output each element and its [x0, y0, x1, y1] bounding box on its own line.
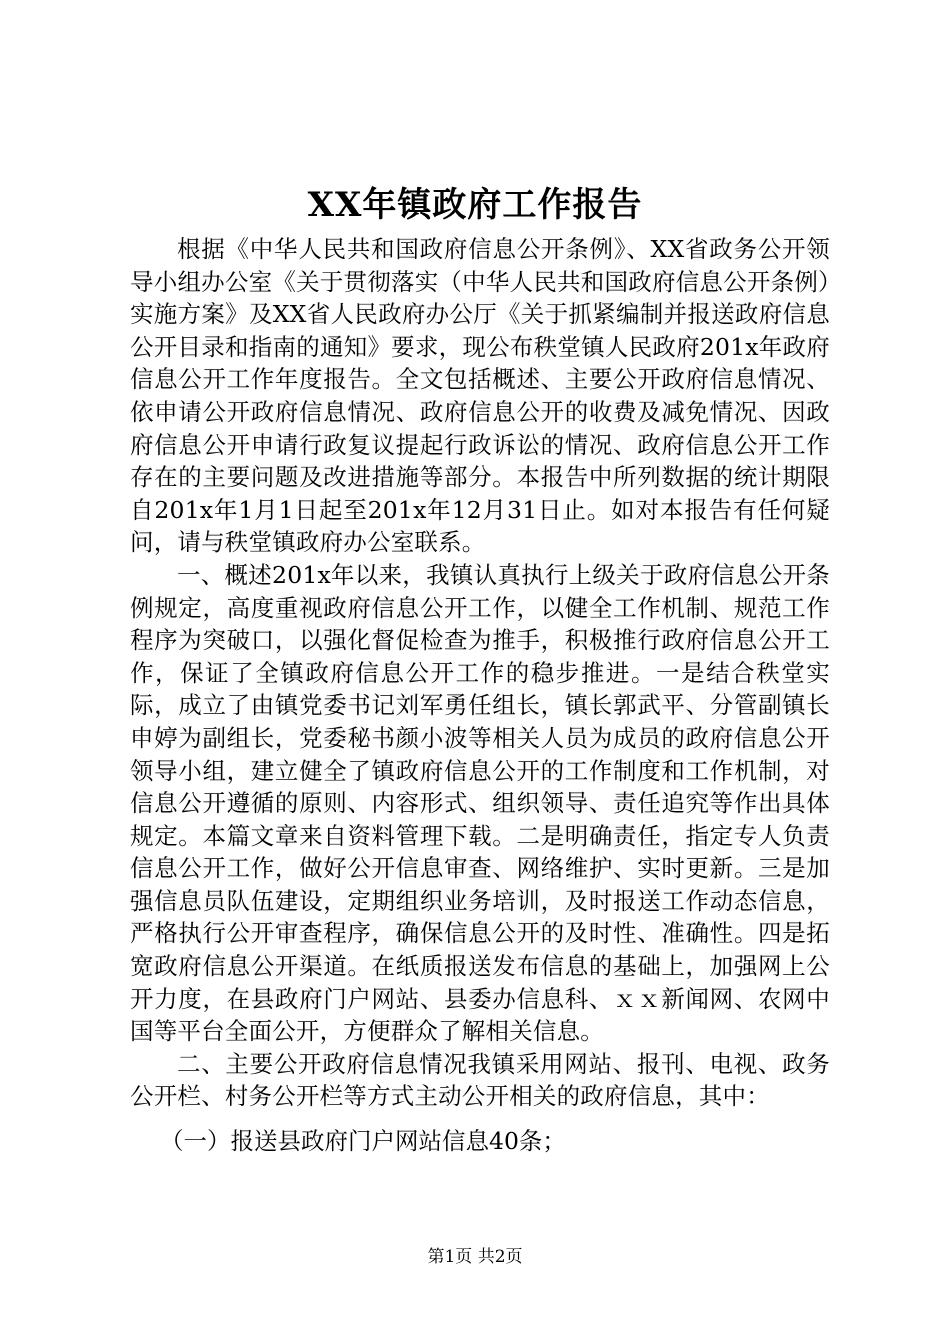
page-number: 第1页 共2页: [427, 1247, 523, 1267]
paragraph-overview: 一、概述201x年以来，我镇认真执行上级关于政府信息公开条例规定，高度重视政府信息公开工作，以健全工作机制、规范工作程序为突破口，以强化督促检查为推手，积极推行政府信息公开工作，保证了全镇政府信息公开工作的稳步推进。一是结合秩堂实际，成立了由镇党委书记刘军勇任组长，镇长郭武平、分管副镇长申婷为副组长，党委秘书颜小波等相关人员为成员的政府信息公开领导小组，建立健全了镇政府信息公开的工作制度和工作机制，对信息公开遵循的原则、内容形式、组织领导、责任追究等作出具体规定。本篇文章来自资料管理下载。二是明确责任，指定专人负责信息公开工作，做好公开信息审查、网络维护、实时更新。三是加强信息员队伍建设，定期组织业务培训，及时报送工作动态信息，严格执行公开审查程序，确保信息公开的及时性、准确性。四是拓宽政府信息公开渠道。在纸质报送发布信息的基础上，加强网上公开力度，在县政府门户网站、县委办信息科、ｘｘ新闻网、农网中国等平台全面公开，方便群众了解相关信息。: [130, 560, 830, 1046]
paragraph-main-info: 二、主要公开政府信息情况我镇采用网站、报刊、电视、政务公开栏、村务公开栏等方式主动公开相关的政府信息，其中：: [130, 1049, 830, 1111]
paragraph-intro: 根据《中华人民共和国政府信息公开条例》、XX省政务公开领导小组办公室《关于贯彻落实（中华人民共和国政府信息公开条例）实施方案》及XX省人民政府办公厅《关于抓紧编制并报送政府信息公开目录和指南的通知》要求，现公布秩堂镇人民政府201x年政府信息公开工作年度报告。全文包括概述、主要公开政府信息情况、依申请公开政府信息情况、政府信息公开的收费及减免情况、因政府信息公开申请行政复议提起行政诉讼的情况、政府信息公开工作存在的主要问题及改进措施等部分。本报告中所列数据的统计期限自201x年1月1日起至201x年12月31日止。如对本报告有任何疑问，请与秩堂镇政府办公室联系。: [130, 235, 830, 557]
page-title: XX年镇政府工作报告: [307, 185, 643, 225]
list-item: （一）报送县政府门户网站信息40条；: [160, 1127, 566, 1156]
document-body: [130, 233, 830, 1158]
